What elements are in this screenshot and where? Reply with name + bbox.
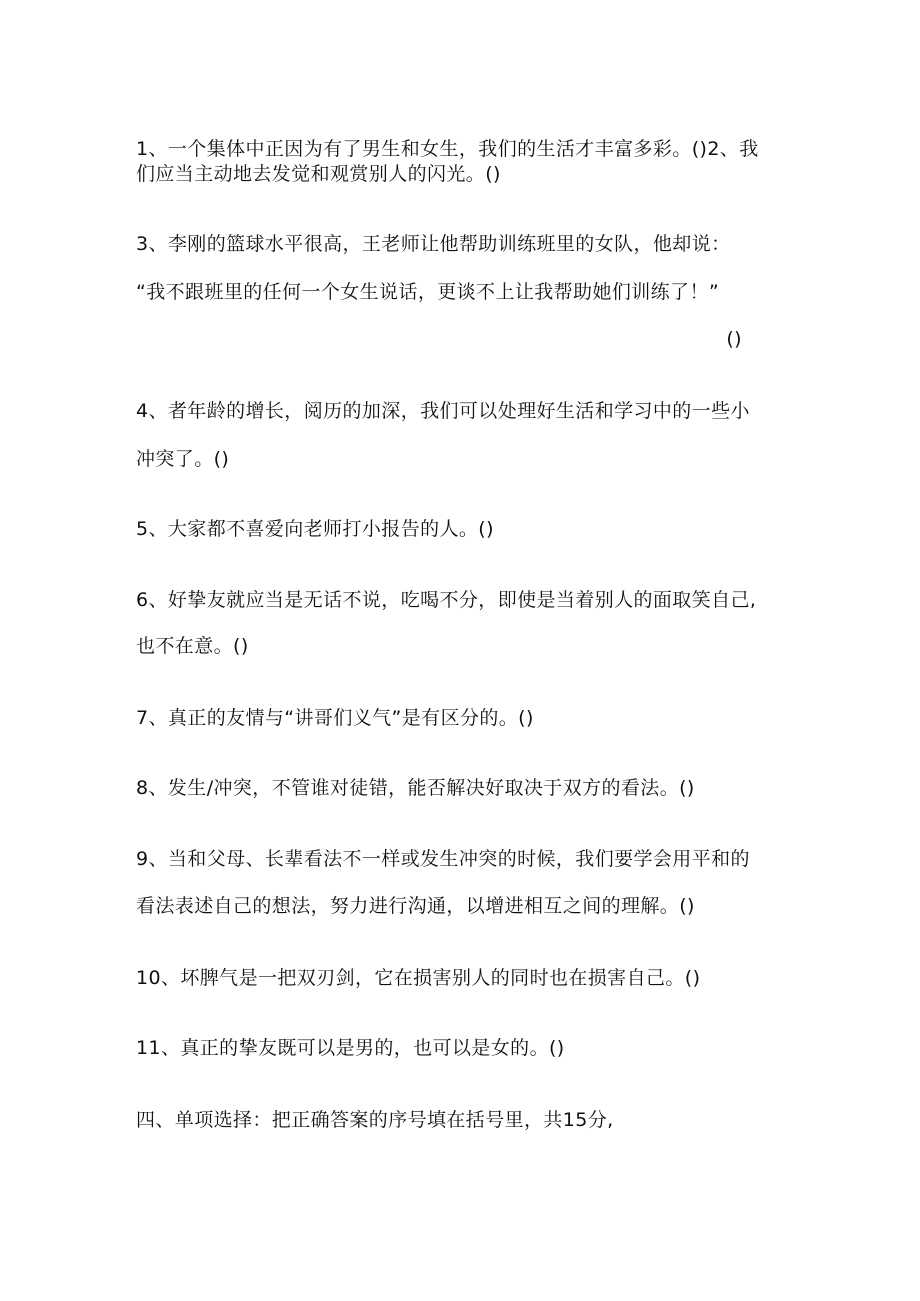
question-4-line-1: 4、者年龄的增长，阅历的加深，我们可以处理好生活和学习中的一些小 — [136, 400, 750, 422]
question-9-line-1: 9、当和父母、长辈看法不一样或发生冲突的时候，我们要学会用平和的 — [136, 848, 750, 870]
question-11-line-1: 11、真正的挚友既可以是男的，也可以是女的。() — [136, 1037, 565, 1059]
question-1-line-1: 1、一个集体中正因为有了男生和女生，我们的生活才丰富多彩。()2、我 — [136, 138, 759, 160]
question-6-line-1: 6、好挚友就应当是无话不说，吃喝不分，即使是当着别人的面取笑自己, — [136, 589, 757, 611]
question-7-line-1: 7、真正的友情与“讲哥们义气”是有区分的。() — [136, 707, 534, 729]
question-9-line-2: 看法表述自己的想法，努力进行沟通，以增进相互之间的理解。() — [136, 895, 695, 917]
question-4-line-2: 冲突了。() — [136, 448, 230, 470]
question-10-line-1: 10、坏脾气是一把双刃剑，它在损害别人的同时也在损害自己。() — [136, 967, 701, 989]
question-3-line-2: “我不跟班里的任何一个女生说话，更谈不上让我帮助她们训练了！” — [136, 281, 720, 303]
question-6-line-2: 也不在意。() — [136, 635, 249, 657]
question-5-line-1: 5、大家都不喜爱向老师打小报告的人。() — [136, 518, 494, 540]
section-four-heading: 四、单项选择：把正确答案的序号填在括号里，共15分, — [136, 1109, 614, 1131]
question-3-line-1: 3、李刚的篮球水平很高，王老师让他帮助训练班里的女队，他却说： — [136, 233, 731, 255]
question-2-line-1: 们应当主动地去发觉和观赏别人的闪光。() — [136, 163, 501, 185]
question-8-line-1: 8、发生/冲突，不管谁对徒错，能否解决好取决于双方的看法。() — [136, 777, 695, 799]
question-3-answer-blank: () — [726, 328, 742, 350]
